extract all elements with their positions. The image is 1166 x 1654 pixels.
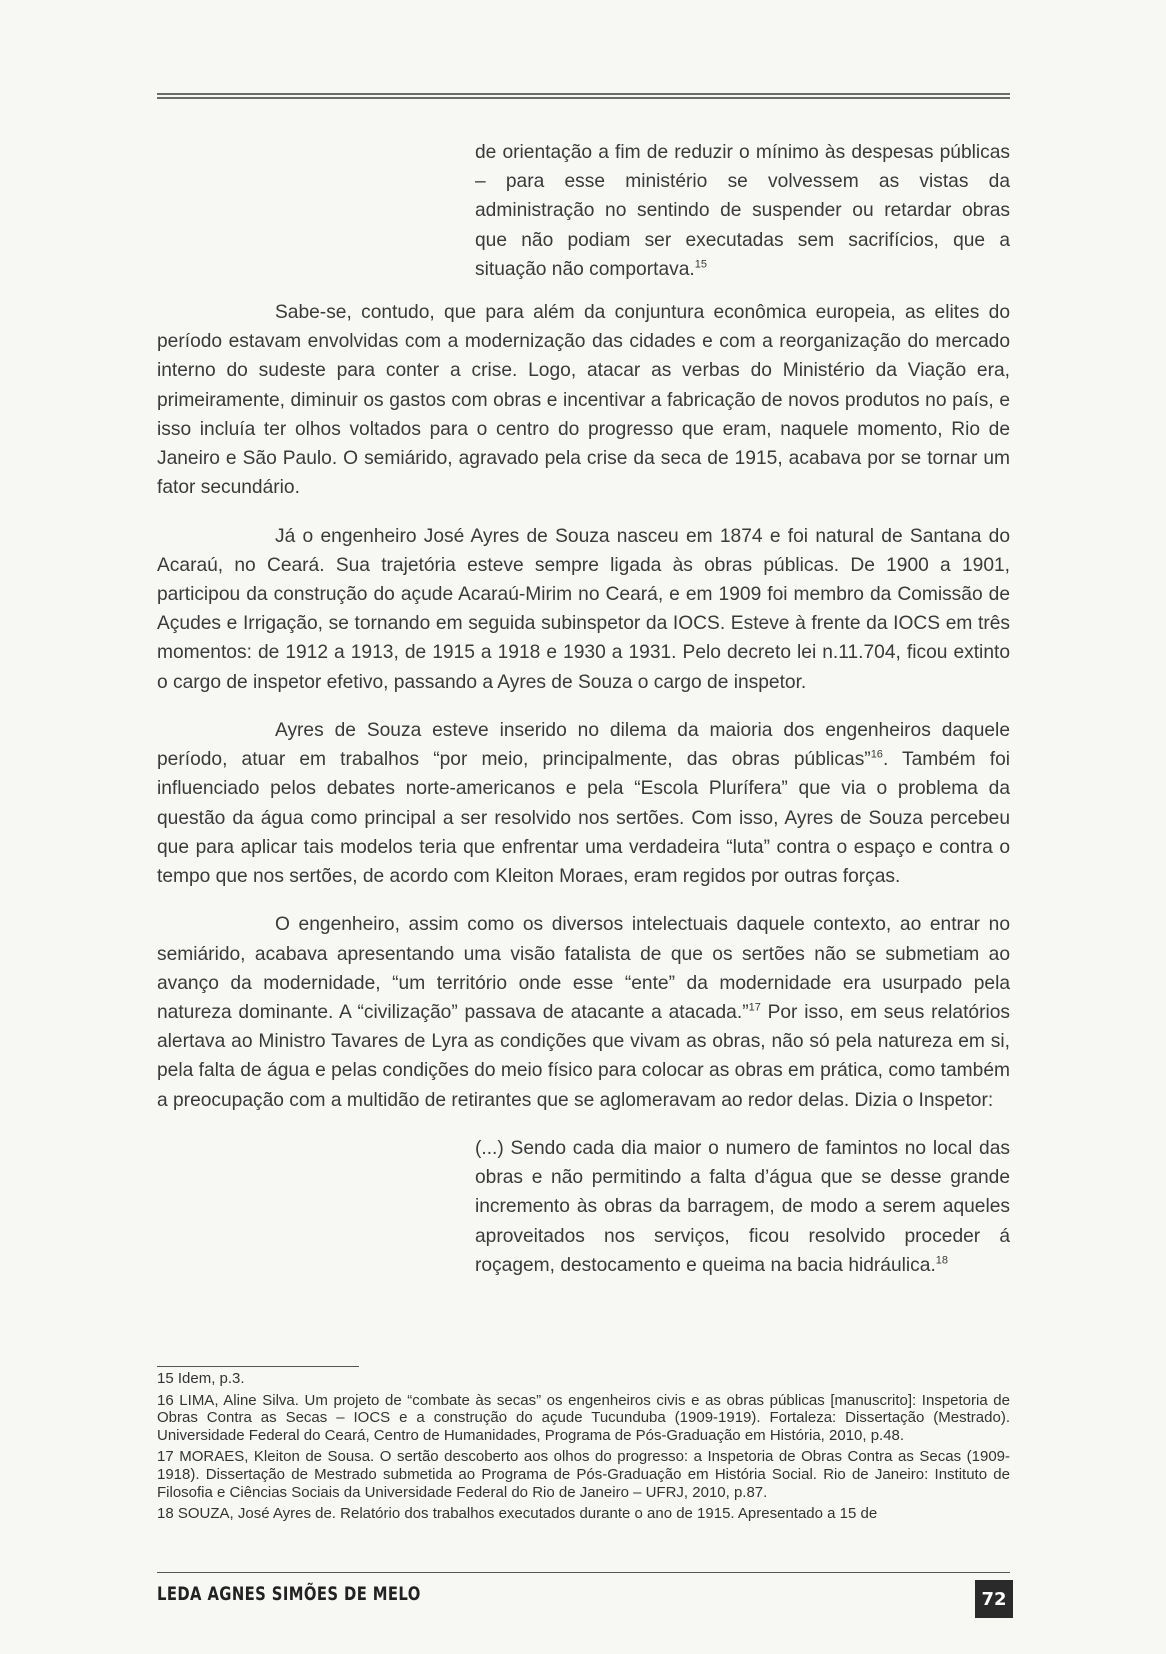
page-number: 72 — [975, 1580, 1013, 1618]
block-quote-2-text: (...) Sendo cada dia maior o numero de famintos no local das obras e não permitindo a falta d’água que se desse grande incremento às obras da barragem, de modo a serem aqueles aproveitados nos serviços, ficou resolvido proceder á roçagem, destocamento e queima na bacia hidráulica. — [475, 1138, 1010, 1276]
paragraph-4 — [157, 910, 1010, 1114]
block-quote-2 — [475, 1134, 1010, 1280]
paragraph-4-text-b: Por isso, em seus relatórios alertava ao Ministro Tavares de Lyra as condições que vivam as obras, não só pela natureza em si, pela falta de água e pelas condições do meio físico para colocar as obras em prática, como também a preocupação com a multidão de retirantes que se aglomeravam ao redor delas. Dizia o Inspetor: — [157, 1002, 1010, 1111]
footnote-ref-17[interactable]: 17 — [748, 1001, 761, 1014]
block-quote-1-text: de orientação a fim de reduzir o mínimo às despesas públicas – para esse ministério se volvessem as vistas da administração no sentindo de suspender ou retardar obras que não podiam ser executadas sem sacrifícios, que a situação não comportava. — [475, 142, 1010, 280]
footnote-15: 15 Idem, p.3. — [157, 1370, 245, 1387]
footnote-ref-18[interactable]: 18 — [935, 1254, 949, 1267]
paragraph-3 — [157, 716, 1010, 891]
footnote-16: 16 LIMA, Aline Silva. Um projeto de “combate às secas” os engenheiros civis e as obras públicas [manuscrito]: Inspetoria de Obras Contra as Secas – IOCS e a construção do açude Tucunduba (1909-1919). Fortaleza: Dissertação (Mestrado). Universidade Federal do Ceará, Centro de Humanidades, Programa de Pós-Graduação em História, 2010, p.48. — [157, 1391, 1010, 1444]
body-text — [157, 138, 1010, 1280]
footnote-separator — [157, 1366, 359, 1367]
footnotes — [157, 1370, 1010, 1527]
footer-author: LEDA AGNES SIMÕES DE MELO — [157, 1583, 421, 1605]
footnote-18: 18 SOUZA, José Ayres de. Relatório dos trabalhos executados durante o ano de 1915. Apresentado a 15 de — [157, 1505, 878, 1523]
header-rule — [157, 93, 1010, 99]
paragraph-3-text-a: Ayres de Souza esteve inserido no dilema da maioria dos engenheiros daquele período, atuar em trabalhos “por meio, principalmente, das obras públicas” — [157, 720, 1010, 771]
footnote-17: 17 MORAES, Kleiton de Sousa. O sertão descoberto aos olhos do progresso: a Inspetoria de Obras Contra as Secas (1909-1918). Dissertação de Mestrado submetida ao Programa de Pós-Graduação em História Social. Rio de Janeiro: Instituto de Filosofia e Ciências Sociais da Universidade Federal do Rio de Janeiro – UFRJ, 2010, p.87. — [157, 1448, 1010, 1501]
footnote-ref-15[interactable]: 15 — [694, 258, 707, 271]
paragraph-3-text-b: . Também foi influenciado pelos debates norte-americanos e pela “Escola Plurífera” que via o problema da questão da água como principal a ser resolvido nos sertões. Com isso, Ayres de Souza percebeu que para aplicar tais modelos teria que enfrentar uma verdadeira “luta” contra o espaço e contra o tempo que nos sertões, de acordo com Kleiton Moraes, eram regidos por outras forças. — [157, 749, 1010, 888]
paragraph-2: Já o engenheiro José Ayres de Souza nasceu em 1874 e foi natural de Santana do Acaraú, no Ceará. Sua trajetória esteve sempre ligada às obras públicas. De 1900 a 1901, participou da construção do açude Acaraú-Mirim no Ceará, e em 1909 foi membro da Comissão de Açudes e Irrigação, se tornando em seguida subinspetor da IOCS. Esteve à frente da IOCS em três momentos: de 1912 a 1913, de 1915 a 1918 e 1930 a 1931. Pelo decreto lei n.11.704, ficou extinto o cargo de inspetor efetivo, passando a Ayres de Souza o cargo de inspetor. — [157, 525, 1010, 693]
footer-rule — [157, 1572, 1010, 1573]
footnote-ref-16[interactable]: 16 — [870, 748, 883, 761]
paragraph-4-text-a: O engenheiro, assim como os diversos intelectuais daquele contexto, ao entrar no semiárido, acabava apresentando uma visão fatalista de que os sertões não se submetiam ao avanço da modernidade, “um território onde esse “ente” da modernidade era usurpado pela natureza dominante. A “civilização” passava de atacante a atacada.” — [157, 914, 1010, 1024]
paragraph-1: Sabe-se, contudo, que para além da conjuntura econômica europeia, as elites do período estavam envolvidas com a modernização das cidades e com a reorganização do mercado interno do sudeste para conter a crise. Logo, atacar as verbas do Ministério da Viação era, primeiramente, diminuir os gastos com obras e incentivar a fabricação de novos produtos no país, e isso incluía ter olhos voltados para o centro do progresso que eram, naquele momento, Rio de Janeiro e São Paulo. O semiárido, agravado pela crise da seca de 1915, acabava por se tornar um fator secundário. — [157, 302, 1010, 499]
block-quote-1 — [475, 138, 1010, 284]
